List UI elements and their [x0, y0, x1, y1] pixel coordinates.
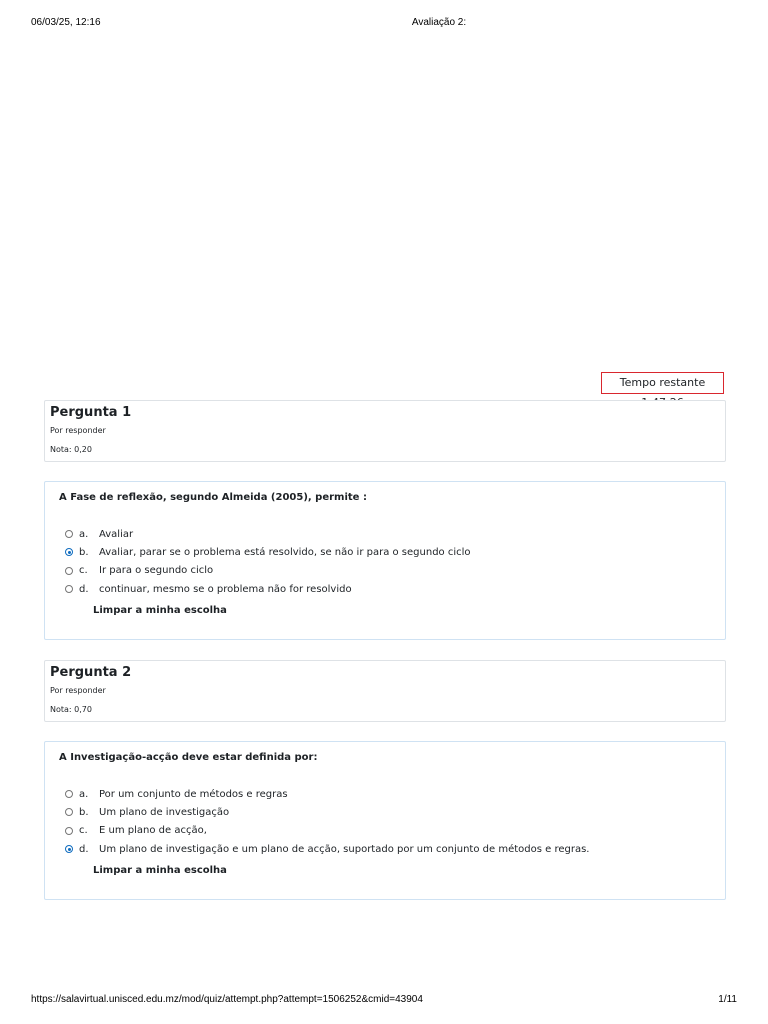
question-number: 2 — [122, 665, 132, 680]
answer-text: Avaliar — [99, 528, 134, 540]
answer-letter: b. — [79, 806, 89, 818]
clear-choice-link[interactable]: Limpar a minha escolha — [93, 865, 227, 876]
question-label: Pergunta — [50, 405, 118, 420]
question-grade: Nota: 0,70 — [50, 705, 92, 714]
question-title — [50, 665, 131, 680]
question-content-1 — [44, 481, 726, 640]
page-counter: 1/11 — [718, 994, 737, 1005]
question-state: Por responder — [50, 426, 106, 435]
answer-text: continuar, mesmo se o problema não for resolvido — [99, 583, 352, 595]
radio-button[interactable] — [65, 808, 73, 816]
answer-text: Ir para o segundo ciclo — [99, 565, 214, 577]
answer-option-a[interactable] — [65, 525, 471, 543]
answer-text: Um plano de investigação e um plano de acção, suportado por um conjunto de métodos e regras. — [99, 843, 590, 855]
answer-list — [65, 785, 589, 858]
radio-button[interactable] — [65, 790, 73, 798]
question-content-2 — [44, 741, 726, 900]
answer-letter: a. — [79, 788, 89, 800]
question-state: Por responder — [50, 686, 106, 695]
answer-option-d[interactable] — [65, 580, 471, 598]
question-text: A Fase de reflexão, segundo Almeida (2005), permite : — [59, 492, 367, 503]
question-info-2 — [44, 660, 726, 722]
answer-letter: d. — [79, 583, 89, 595]
radio-button[interactable] — [65, 827, 73, 835]
question-number: 1 — [122, 405, 132, 420]
answer-option-b[interactable] — [65, 543, 471, 561]
answer-option-a[interactable] — [65, 785, 589, 803]
question-info-1 — [44, 400, 726, 462]
answer-letter: c. — [79, 825, 88, 837]
answer-letter: b. — [79, 546, 89, 558]
radio-button-selected[interactable] — [65, 548, 73, 556]
print-datetime: 06/03/25, 12:16 — [31, 17, 101, 28]
question-grade: Nota: 0,20 — [50, 445, 92, 454]
answer-letter: d. — [79, 843, 89, 855]
answer-text: Por um conjunto de métodos e regras — [99, 788, 288, 800]
answer-option-c[interactable] — [65, 822, 589, 840]
answer-option-c[interactable] — [65, 562, 471, 580]
answer-text: Um plano de investigação — [99, 806, 230, 818]
answer-text: E um plano de acção, — [99, 825, 207, 837]
answer-option-d[interactable] — [65, 840, 589, 858]
time-remaining-box: Tempo restante — [601, 372, 724, 394]
page-url: https://salavirtual.unisced.edu.mz/mod/quiz/attempt.php?attempt=1506252&cmid=43904 — [31, 994, 423, 1005]
answer-option-b[interactable] — [65, 803, 589, 821]
answer-list — [65, 525, 471, 598]
question-title — [50, 405, 131, 420]
answer-letter: a. — [79, 528, 89, 540]
radio-button[interactable] — [65, 585, 73, 593]
answer-text: Avaliar, parar se o problema está resolvido, se não ir para o segundo ciclo — [99, 546, 471, 558]
radio-button[interactable] — [65, 530, 73, 538]
answer-letter: c. — [79, 565, 88, 577]
radio-button[interactable] — [65, 567, 73, 575]
question-text: A Investigação-acção deve estar definida por: — [59, 752, 318, 763]
question-label: Pergunta — [50, 665, 118, 680]
radio-button-selected[interactable] — [65, 845, 73, 853]
print-title: Avaliação 2: — [411, 17, 467, 28]
clear-choice-link[interactable]: Limpar a minha escolha — [93, 605, 227, 616]
